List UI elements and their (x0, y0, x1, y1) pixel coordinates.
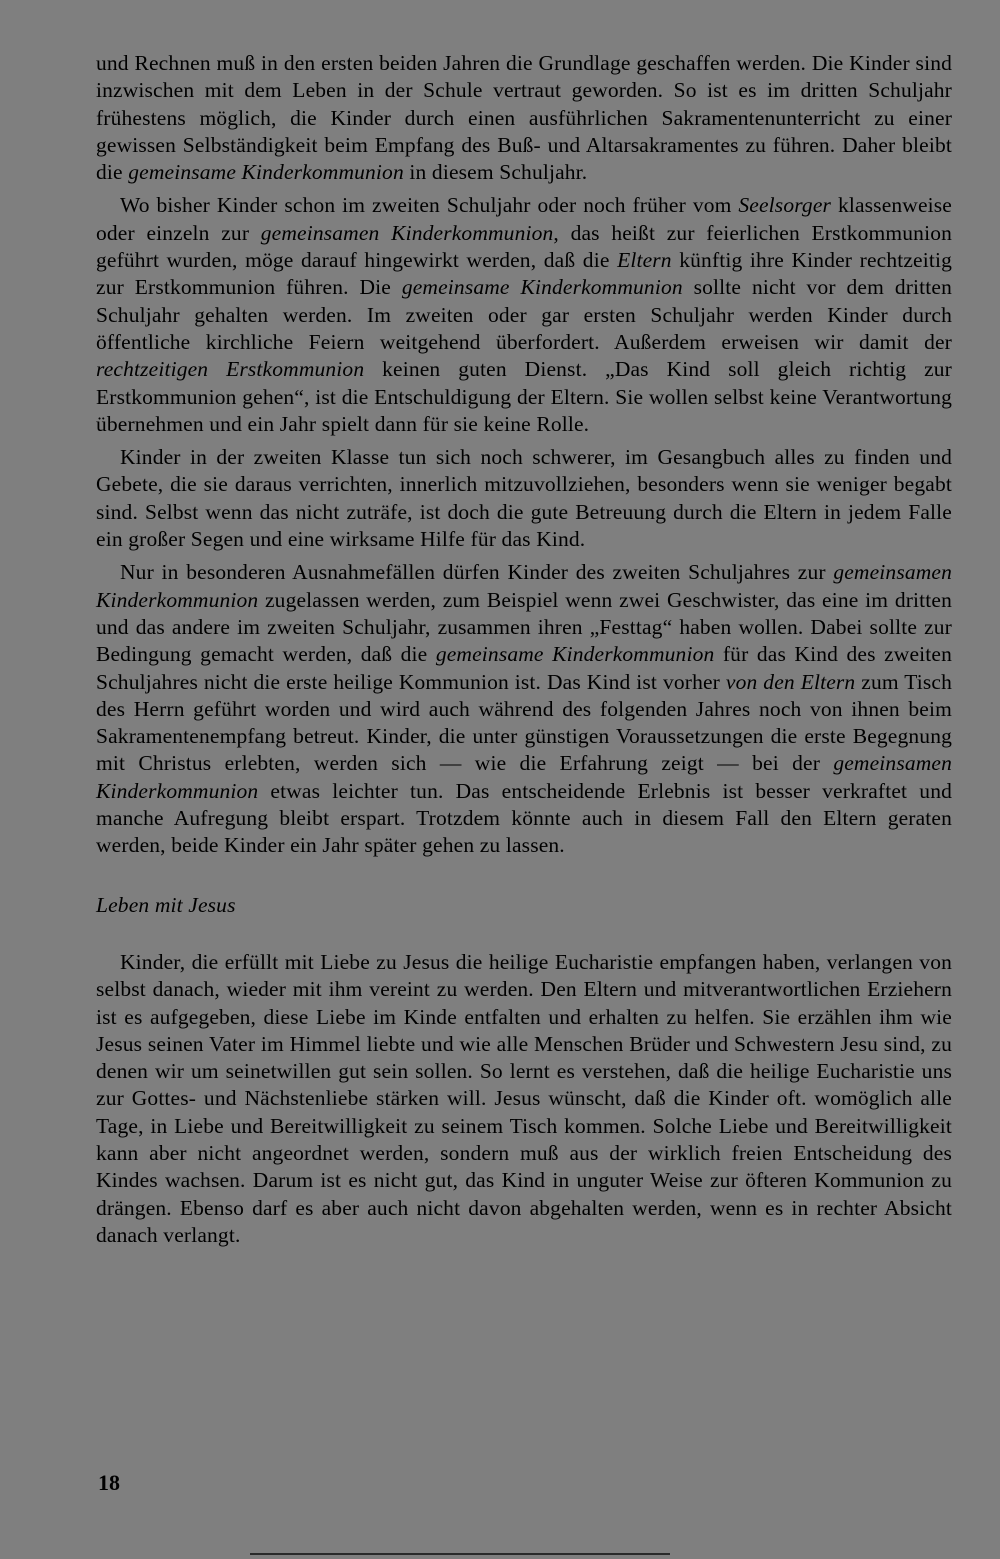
text-run: klassenweise oder einzeln zur (96, 193, 952, 245)
body-text-bottom (96, 949, 952, 1249)
book-page (96, 50, 952, 1255)
text-run: künftig ihre Kinder rechtzeitig zur Erstkommunion führen. Die (96, 248, 953, 300)
page-number: 18 (98, 1470, 120, 1495)
text-run: Kinder, die erfüllt mit Liebe zu Jesus die heilige Eucharistie empfangen haben, verlangen von selbst danach, wieder mit ihm vereint zu werden. Den Eltern und mitverantwortlichen Erziehern ist es aufgegeben, diese Liebe im Kinde entfalten und erhalten zu helfen. Sie erzählen ihm wie Jesus seinen Vater im Himmel liebte und wie alle Menschen Brüder und Schwestern Jesu sind, zu denen wir um seinetwillen gut sein sollen. So lernt es verstehen, daß die heilige Eucharistie uns zur Gottes- und Nächstenliebe stärken will. Jesus wünscht, daß die Kinder oft. womöglich alle Tage, in Liebe und Bereitwilligkeit zu seinem Tisch kommen. Solche Liebe und Bereitwilligkeit kann aber nicht angeordnet werden, sondern muß aus der wirklich freien Entscheidung des Kindes wachsen. Darum ist es nicht gut, das Kind in unguter Weise zur öfteren Kommunion zu drängen. Ebenso darf es aber auch nicht davon abgehalten werden, wenn es in rechter Absicht danach verlangt. (96, 949, 952, 1247)
paragraph (96, 192, 952, 438)
section-heading: Leben mit Jesus (96, 892, 236, 917)
text-run: Kinder in der zweiten Klasse tun sich noch schwerer, im Gesangbuch alles zu finden und Gebete, die sie daraus verrichten, innerlich mitzuvollziehen, besonders wenn sie weniger begabt sind. Selbst wenn das nicht zuträfe, ist doch die gute Betreuung durch die Eltern in jedem Falle ein großer Segen und eine wirksame Hilfe für das Kind. (96, 445, 952, 552)
text-run: keinen guten Dienst. „Das Kind soll gleich richtig zur Erstkommunion gehen“, ist die Entschuldigung der Eltern. Sie wollen selbst keine Verantwortung übernehmen und ein Jahr spielt dann für sie keine Rolle. (96, 357, 952, 436)
scan-edge-line (250, 1553, 670, 1555)
text-run: für das Kind des zweiten Schuljahres nicht die erste heilige Kommunion ist. Das Kind ist vorher (96, 642, 952, 694)
italic-text: gemeinsamen Kinderkommunion (96, 751, 952, 803)
paragraph (96, 559, 952, 859)
text-run: Wo bisher Kinder schon im zweiten Schuljahr oder noch früher vom (120, 193, 739, 218)
italic-text: von den Eltern (725, 669, 856, 694)
text-run: in diesem Schuljahr. (403, 160, 588, 185)
paragraph (96, 50, 952, 186)
paragraph (96, 949, 952, 1249)
paragraph (96, 444, 952, 553)
italic-text: Eltern (617, 248, 672, 273)
text-run: zum Tisch des Herrn geführt worden und wird auch während des folgenden Jahres noch von ihnen beim Sakramentenempfang betreut. Kinder, die unter günstigen Voraussetzungen die erste Begegnung mit Christus erlebten, werden sich — wie die Erfahrung zeigt — bei der (96, 669, 952, 776)
body-text-top (96, 50, 952, 860)
text-run: und Rechnen muß in den ersten beiden Jahren die Grundlage geschaffen werden. Die Kinder sind inzwischen mit dem Leben in der Schule vertraut geworden. So ist es im dritten Schuljahr frühestens möglich, die Kinder durch einen ausführlichen Sakramentenunterricht zu einer gewissen Selbständigkeit beim Empfang des Buß- und Altarsakramentes zu führen. Daher bleibt die (96, 51, 952, 185)
text-run: sollte nicht vor dem dritten Schuljahr gehalten werden. Im zweiten oder gar ersten Schuljahr werden Kinder durch öffentliche kirchliche Feiern weitgehend überfordert. Außerdem erweisen wir damit der (96, 275, 952, 354)
text-run: Nur in besonderen Ausnahmefällen dürfen Kinder des zweiten Schuljahres zur (120, 560, 834, 585)
italic-text: gemeinsamen Kinderkommunion (96, 560, 952, 612)
text-run: etwas leichter tun. Das entscheidende Erlebnis ist besser verkraftet und manche Aufregung bleibt erspart. Trotzdem könnte auch in diesem Fall den Eltern geraten werden, beide Kinder ein Jahr später gehen zu lassen. (96, 778, 952, 858)
italic-text: gemeinsamen Kinderkommunion (260, 220, 554, 245)
text-run: zugelassen werden, zum Beispiel wenn zwei Geschwister, das eine im dritten und das andere im zweiten Schuljahr, zusammen ihren „Festtag“ haben wollen. Dabei sollte zur Bedingung gemacht werden, daß die (96, 587, 952, 667)
italic-text: rechtzeitigen Erstkommunion (96, 357, 365, 382)
italic-text: gemeinsame Kinderkommunion (401, 275, 683, 300)
italic-text: gemeinsame Kinderkommunion (435, 642, 715, 667)
italic-text: Seelsorger (738, 193, 832, 218)
italic-text: gemeinsame Kinderkommunion (128, 160, 404, 185)
text-run: , das heißt zur feierlichen Erstkommunion geführt wurden, möge darauf hingewirkt werden, daß die (96, 220, 952, 273)
